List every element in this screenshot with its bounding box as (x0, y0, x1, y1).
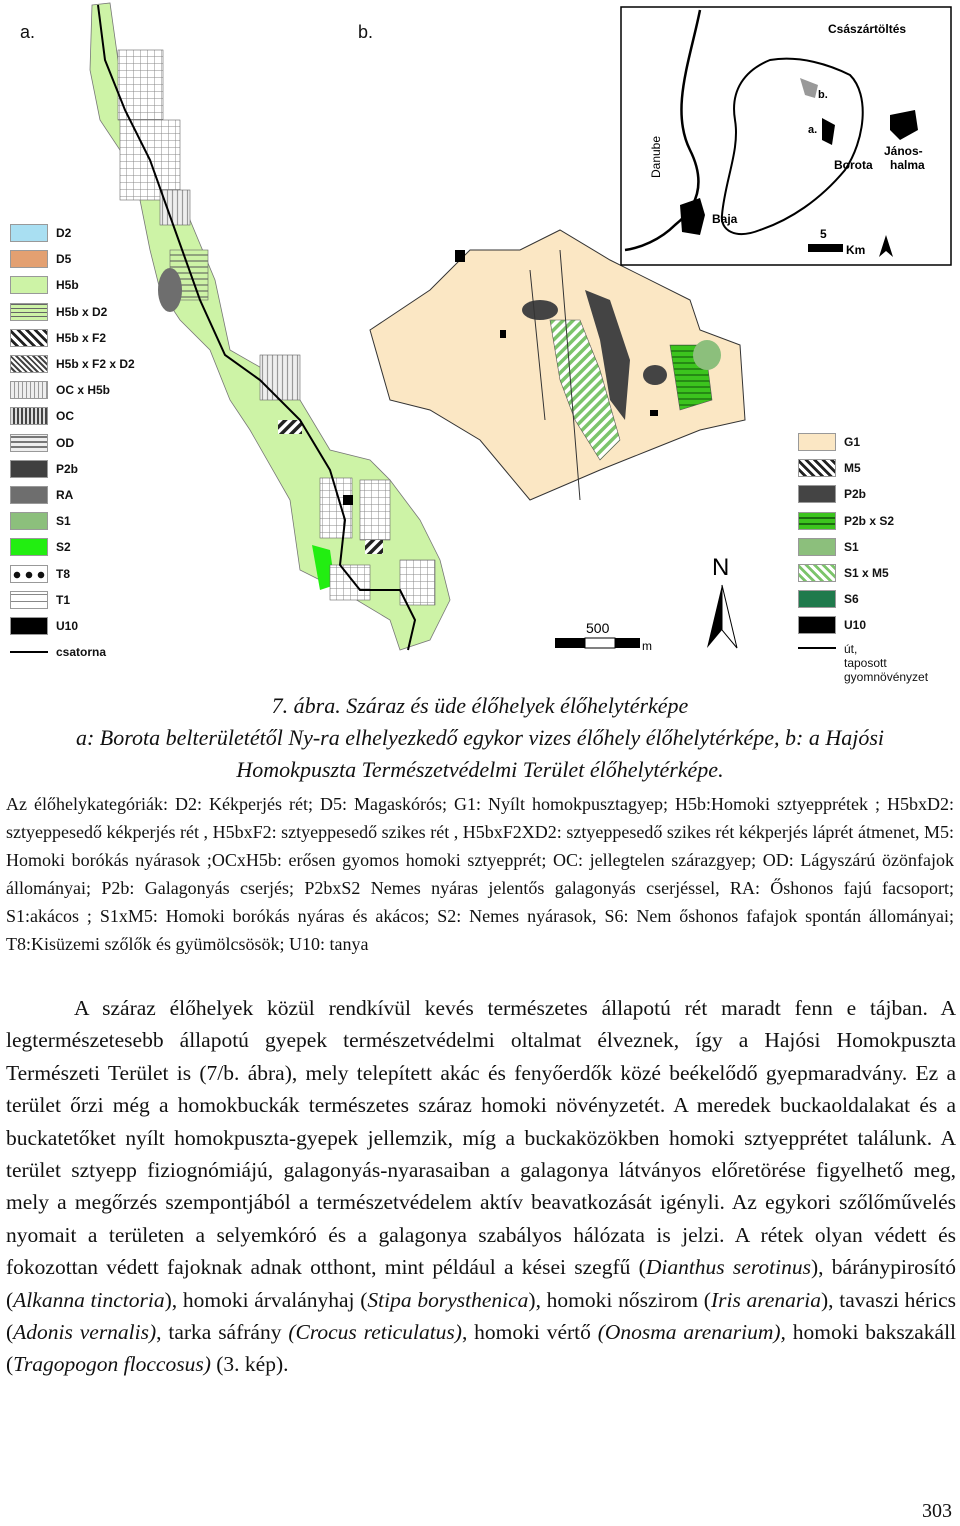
body-text-3: ), homoki árvalányhaj ( (164, 1287, 368, 1312)
legend-a-item (10, 613, 150, 639)
legend-a-item (10, 587, 150, 613)
legend-b-swatch (798, 616, 836, 634)
abbreviations-paragraph: Az élőhelykategóriák: D2: Kékperjés rét; D5: Magaskórós; G1: Nyílt homokpusztagyep; H5b:Homoki sztyepprétek ; H5bxD2: sztyeppesedő kékperjés rét , H5bxF2: sztyeppesedő szikes rét , H5bxF2XD2: sztyeppesedő szikes rét kékperjés láprét átmenet, M5: Homoki borókás nyárasok ;OCxH5b: erősen gyomos homoki sztyepprét; OC: jellegtelen szárazgyep; OD: Lágyszárú özönfajok állományai; P2b: Galagonyás cserjés; P2bxS2 Nemes nyáras jelentős galagonyás cserjéssel, RA: Őshonos fajú facsoport; S1:akácos ; S1xM5: Homoki borókás nyáras és akácos; S2: Nemes nyárasok, S6: Nem őshonos fafajok spontán állományai; T8:Kisüzemi szőlők és gyümölcsösök; U10: tanya (6, 794, 954, 954)
inset-a: a. (808, 124, 818, 136)
legend-b-swatch (798, 538, 836, 556)
legend-a-label: S2 (56, 540, 71, 555)
legend-b-label: S1 (844, 539, 859, 554)
legend-a-label: H5b x F2 (56, 330, 107, 345)
inset-borota: Borota (834, 158, 873, 172)
inset-b: b. (818, 89, 828, 101)
legend-a-label: H5b x D2 (56, 304, 108, 319)
legend-a-label: csatorna (56, 645, 107, 660)
legend-a-item (10, 534, 150, 560)
legend-a-item (10, 456, 150, 482)
species-8: Tragopogon floccosus) (13, 1352, 211, 1377)
species-3: Stipa borysthenica (367, 1287, 529, 1312)
legend-a-swatch (10, 591, 48, 609)
legend-a-swatch (10, 538, 48, 556)
legend-b-item (798, 560, 958, 586)
legend-a-label: OD (56, 435, 74, 450)
legend-a-label: OC (56, 409, 74, 424)
north-label: N (712, 554, 730, 581)
legend-b-swatch (798, 564, 836, 582)
legend-a-label: D2 (56, 226, 72, 241)
species-1: Dianthus serotinus (645, 1255, 811, 1280)
legend-a-swatch (10, 303, 48, 321)
legend-b-item (798, 481, 958, 507)
legend-b (798, 429, 958, 687)
legend-a-label: H5b (56, 278, 79, 293)
legend-a-label: OC x H5b (56, 383, 111, 398)
legend-a-swatch (10, 224, 48, 242)
legend-b-label: S1 x M5 (844, 566, 889, 581)
legend-a-label: S1 (56, 514, 71, 529)
body-text-5: ), tavaszi hérics ( (6, 1287, 957, 1345)
legend-a-item (10, 246, 150, 272)
panel-b-label: b. (358, 22, 374, 42)
legend-a-item (10, 403, 150, 429)
legend-b-item (798, 534, 958, 560)
species-7: (Onosma arenarium), (597, 1320, 786, 1345)
legend-a-item (10, 377, 150, 403)
legend-a-item (10, 272, 150, 298)
legend-b-item (798, 586, 958, 612)
legend-b-road-label: út, taposott gyomnövényzet (844, 641, 929, 684)
legend-a-swatch (10, 329, 48, 347)
legend-a-swatch (10, 460, 48, 478)
legend-b-label: P2b (844, 487, 867, 502)
body-text-7: , homoki vértő (461, 1320, 598, 1345)
legend-a-swatch (10, 565, 48, 583)
inset-csaszartoltes: Császártöltés (828, 22, 907, 36)
legend-a-item (10, 560, 150, 586)
legend-b-road-item (798, 639, 958, 687)
legend-a-item (10, 430, 150, 456)
body-text-2: ), báránypirosító ( (6, 1255, 956, 1312)
species-4: Iris arenaria (710, 1287, 822, 1312)
legend-b-road-swatch (798, 647, 836, 649)
legend-a-item (10, 639, 150, 665)
inset-janoshalma-2: halma (890, 158, 925, 172)
legend-b-label: M5 (844, 461, 861, 476)
species-2: Alkanna tinctoria (13, 1287, 165, 1312)
legend-a-label: H5b x F2 x D2 (56, 357, 135, 372)
inset-janoshalma-1: János- (884, 144, 923, 158)
inset-scale-value: 5 (820, 227, 827, 241)
legend-a-item (10, 351, 150, 377)
body-text-1: A száraz élőhelyek közül rendkívül kevés természetes állapotú rét maradt fenn e tájban. A legtermészetesebb állapotú gyepek természetvédelmi oltalmat élveznek, így a Hajósi Homokpuszta Természeti Terület is (7/b. ábra), mely telepített akác és fenyőerdők közé beékelődő gyepmaradvány. Ez a terület őrzi még a homokbuckák természetes száraz homoki növényzetét. A meredek buckaoldalakat és a buckatetőket nyílt homokpuszta-gyepek jellemzik, míg a buckaközökben homoki sztyepprétet találunk. A terület sztyepp fiziognómiájú, galagonyás-nyarasaiban a galagonya látványos előretörése figyelhető meg, mely a megőrzés szempontjából a természetvédelem aktív beavatkozását igényli. Az egykori szőlőművelés nyomait a területen a selyemkóró és a galagonya szabályos hálózata is jelzi. A rétek olyan védett és fokozottan védett fajoknak adnak otthont, mint például a kései szegfű ( (6, 996, 956, 1280)
legend-b-swatch (798, 433, 836, 451)
legend-a-item (10, 482, 150, 508)
legend-a-swatch (10, 512, 48, 530)
legend-a-swatch (10, 407, 48, 425)
caption-line-3: Homokpuszta Természetvédelmi Terület élőhelytérképe. (236, 757, 724, 782)
legend-b-swatch (798, 459, 836, 477)
legend-b-label: S6 (844, 592, 859, 607)
legend-a-label: T8 (56, 566, 71, 581)
caption-line-2: a: Borota belterületétől Ny-ra elhelyezkedő egykor vizes élőhely élőhelytérképe, b: a Hajósi (75, 725, 884, 750)
species-6: (Crocus reticulatus) (288, 1320, 462, 1345)
body-text-6: , tarka sáfrány (156, 1320, 289, 1345)
legend-b-swatch (798, 590, 836, 608)
legend-b-label: U10 (844, 618, 867, 633)
page-number: 303 (922, 1500, 952, 1522)
legend-b-label: G1 (844, 435, 861, 450)
legend-a-item (10, 508, 150, 534)
legend-b-item (798, 455, 958, 481)
legend-a-swatch (10, 250, 48, 268)
legend-a-item (10, 299, 150, 325)
legend-a (10, 220, 150, 665)
legend-a-item (10, 220, 150, 246)
legend-a-label: U10 (56, 618, 79, 633)
legend-b-swatch (798, 512, 836, 530)
caption-line-1: 7. ábra. Száraz és üde élőhelyek élőhelytérképe (271, 693, 689, 718)
legend-a-swatch (10, 486, 48, 504)
inset-danube: Danube (649, 135, 663, 178)
legend-a-swatch (10, 355, 48, 373)
legend-a-swatch (10, 651, 48, 653)
figure-caption (0, 690, 960, 786)
scale-a-value: 500 (586, 620, 610, 636)
species-5: Adonis vernalis) (13, 1320, 157, 1345)
inset-baja: Baja (712, 212, 738, 226)
legend-b-item (798, 429, 958, 455)
inset-scale-unit: Km (846, 243, 866, 257)
legend-a-swatch (10, 381, 48, 399)
legend-a-swatch (10, 617, 48, 635)
body-text-9: (3. kép). (210, 1352, 289, 1377)
panel-a-label: a. (20, 22, 36, 42)
body-text-8: homoki bakszakáll ( (6, 1320, 957, 1377)
legend-b-swatch (798, 485, 836, 503)
legend-a-label: RA (56, 487, 74, 502)
north-arrow-icon (707, 585, 722, 648)
legend-b-item (798, 508, 958, 534)
legend-a-label: D5 (56, 252, 72, 267)
legend-a-swatch (10, 276, 48, 294)
legend-a-item (10, 325, 150, 351)
legend-a-label: P2b (56, 461, 79, 476)
legend-a-label: T1 (56, 592, 71, 607)
inset-map (621, 7, 951, 265)
legend-b-item (798, 612, 958, 638)
body-paragraph (6, 992, 956, 1381)
legend-a-swatch (10, 434, 48, 452)
legend-b-label: P2b x S2 (844, 513, 895, 528)
scale-a-unit: m (642, 639, 652, 653)
body-text-4: ), homoki nőszirom ( (528, 1287, 711, 1312)
